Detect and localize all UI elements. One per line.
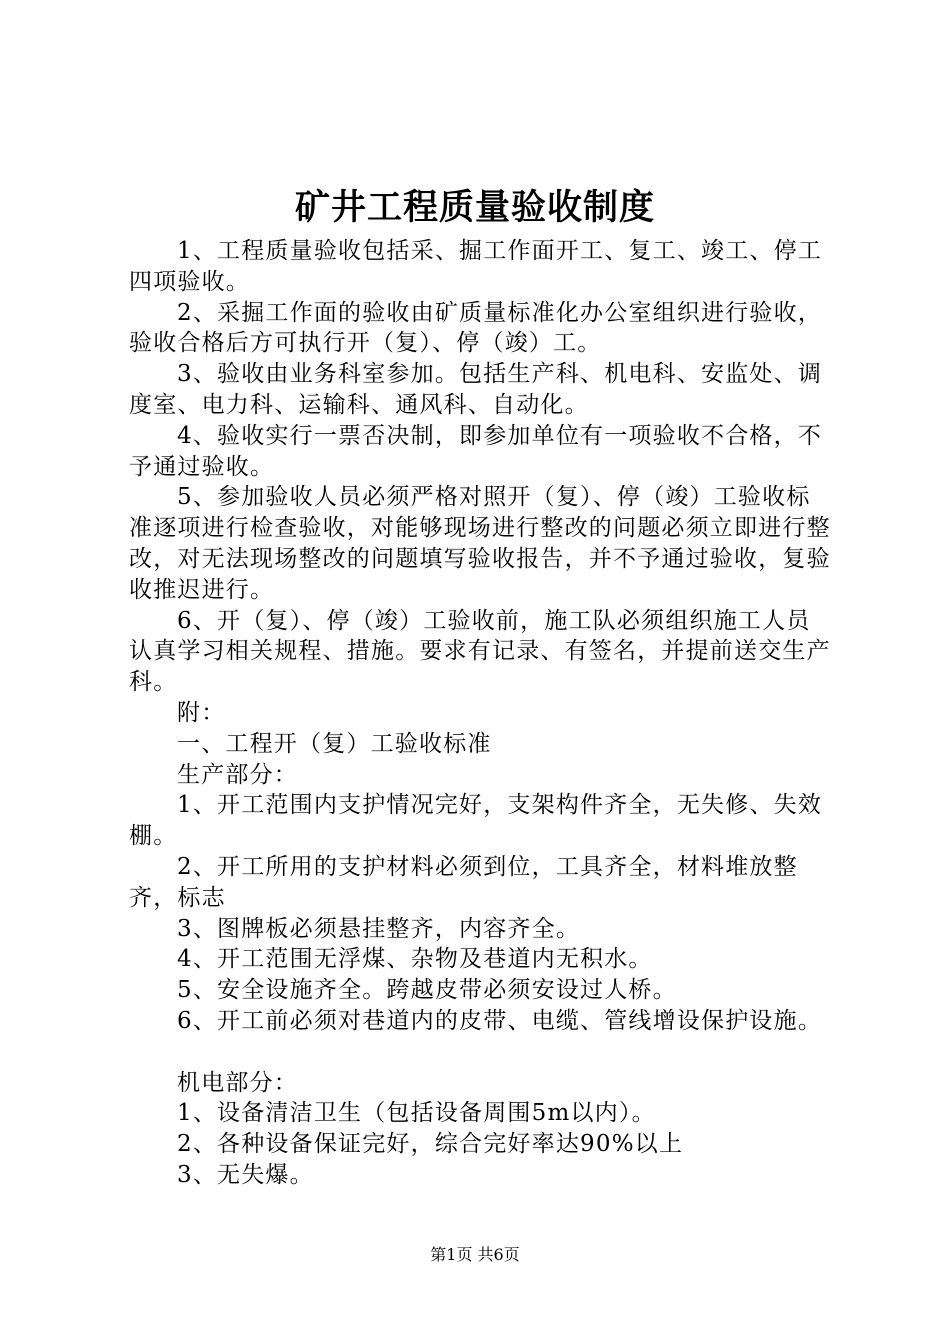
page-footer: 第1页 共6页 (430, 1245, 520, 1264)
section-heading: 一、工程开（复）工验收标准 (177, 730, 492, 757)
paragraph: 5、安全设施齐全。跨越皮带必须安设过人桥。 (177, 977, 677, 1004)
paragraph: 6、开工前必须对巷道内的皮带、电缆、管线增设保护设施。 (177, 1007, 823, 1034)
document-body (129, 236, 834, 1191)
subsection-heading: 生产部分： (177, 761, 298, 788)
paragraph: 6、开（复）、停（竣）工验收前，施工队必须组织施工人员认真学习相关规程、措施。要求有记录、有签名，并提前送交生产科。 (129, 607, 831, 696)
paragraph: 3、无失爆。 (177, 1161, 314, 1188)
subsection-heading: 机电部分： (177, 1069, 298, 1096)
paragraph: 2、采掘工作面的验收由矿质量标准化办公室组织进行验收，验收合格后方可执行开（复）、停（竣）工。 (129, 299, 823, 357)
appendix-label: 附： (177, 699, 226, 726)
document-title: 矿井工程质量验收制度 (294, 187, 655, 228)
paragraph: 4、开工范围无浮煤、杂物及巷道内无积水。 (177, 946, 653, 973)
blank-line (129, 1037, 834, 1068)
paragraph: 2、各种设备保证完好，综合完好率达90%以上 (177, 1131, 684, 1158)
paragraph: 4、验收实行一票否决制，即参加单位有一项验收不合格，不予通过验收。 (129, 422, 823, 480)
paragraph: 5、参加验收人员必须严格对照开（复）、停（竣）工验收标准逐项进行检查验收，对能够现场进行整改的问题必须立即进行整改，对无法现场整改的问题填写验收报告，并不予通过验收，复验收推迟进行。 (129, 484, 831, 603)
paragraph: 1、工程质量验收包括采、掘工作面开工、复工、竣工、停工四项验收。 (129, 238, 823, 295)
paragraph: 1、开工范围内支护情况完好，支架构件齐全，无失修、失效棚。 (129, 792, 823, 850)
paragraph: 2、开工所用的支护材料必须到位，工具齐全，材料堆放整齐，标志 (129, 853, 798, 911)
paragraph: 3、图牌板必须悬挂整齐，内容齐全。 (177, 915, 581, 942)
paragraph: 1、设备清洁卫生（包括设备周围5m以内）。 (177, 1100, 656, 1127)
paragraph: 3、验收由业务科室参加。包括生产科、机电科、安监处、调度室、电力科、运输科、通风科、自动化。 (129, 361, 823, 418)
